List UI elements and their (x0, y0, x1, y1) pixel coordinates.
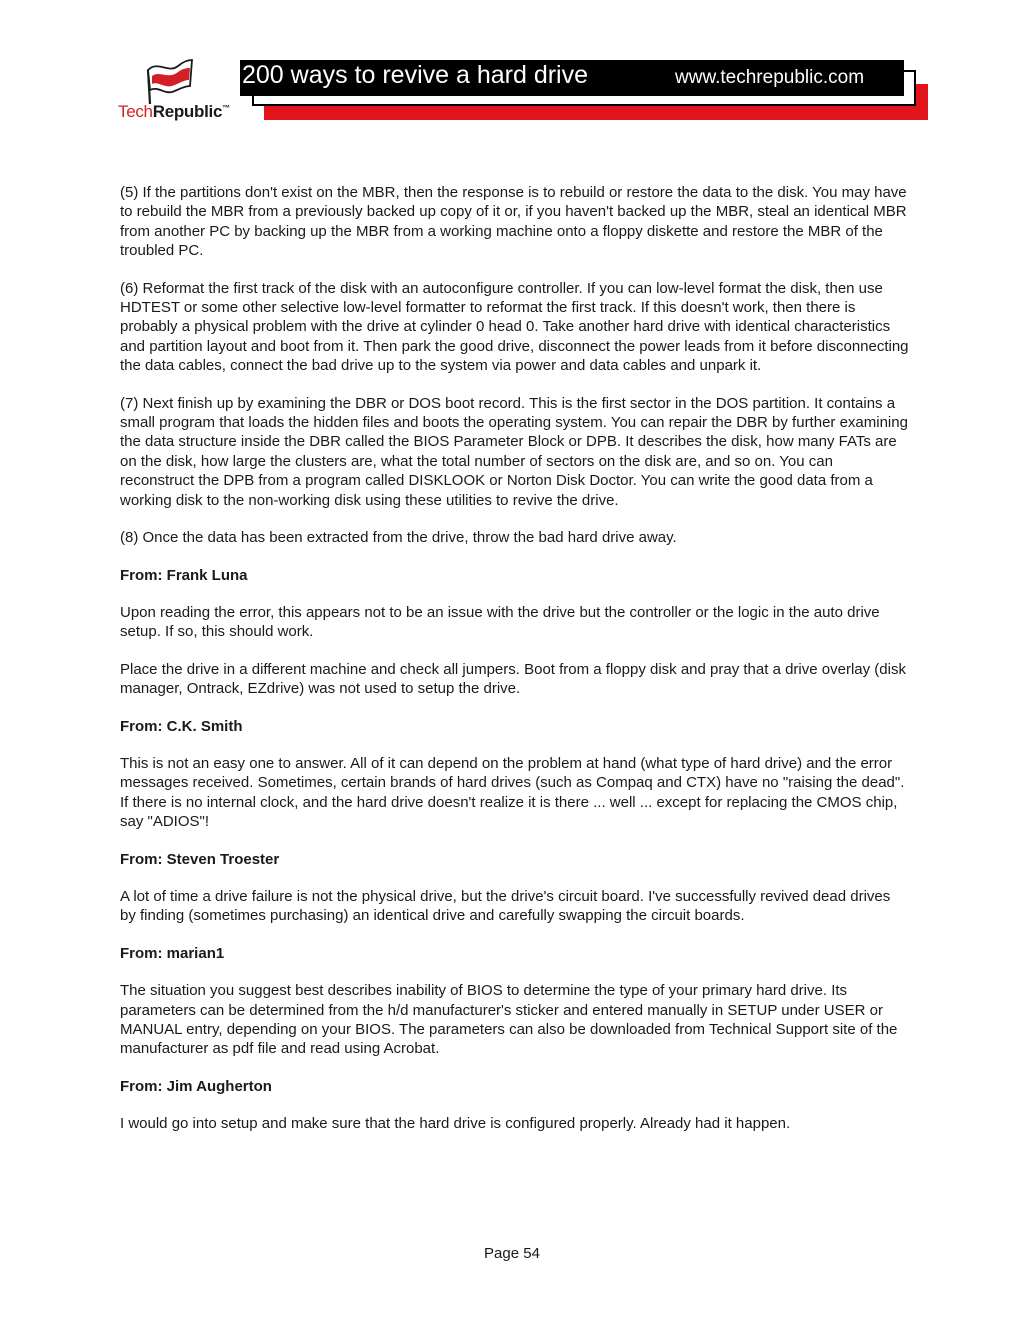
paragraph: Upon reading the error, this appears not to be an issue with the drive but the controller or the logic in the auto drive setup. If so, this should work. (120, 603, 880, 641)
logo-republic-text: Republic (152, 102, 223, 121)
site-url: www.techrepublic.com (675, 67, 865, 88)
author-heading: From: Frank Luna (120, 566, 248, 584)
paragraph: This is not an easy one to answer. All of it can depend on the problem at hand (what type of hard drive) and the error messages received. Sometimes, certain brands of hard drives (such as Compaq and CTX) have no "raising the dead". If there is no internal clock, and the hard drive doesn't realize it is there ... well ... except for replacing the CMOS chip, say "ADIOS"! (120, 754, 905, 831)
techrepublic-logo (114, 54, 244, 124)
paragraph: Place the drive in a different machine and check all jumpers. Boot from a floppy disk and pray that a drive overlay (disk manager, Ontrack, EZdrive) was not used to setup the drive. (120, 660, 906, 698)
paragraph: The situation you suggest best describes inability of BIOS to determine the type of your primary hard drive. Its parameters can be determined from the h/d manufacturer's sticker and entered manually in SETUP under USER or MANUAL entry, depending on your BIOS. The parameters can also be downloaded from Technical Support site of the manufacturer as pdf file and read using Acrobat. (120, 982, 898, 1058)
paragraph: (7) Next finish up by examining the DBR or DOS boot record. This is the first sector in the DOS partition. It contains a small program that loads the hidden files and boots the operating system. You can repair the DBR by further examining the data structure inside the DBR called the BIOS Parameter Block or DPB. It describes the disk, how many FATs are on the disk, how large the clusters are, what the total number of sectors on the disk are, and so on. You can reconstruct the DPB from a program called DISKLOOK or Norton Disk Doctor. You can write the good data from a working disk to the non-working disk using these utilities to revive the drive. (120, 394, 908, 509)
document-title: 200 ways to revive a hard drive (242, 61, 589, 89)
paragraph: (5) If the partitions don't exist on the MBR, then the response is to rebuild or restore the data to the disk. You may have to rebuild the MBR from a previously backed up copy of it or, if you haven't backed up the MBR, steal an identical MBR from another PC by backing up the MBR from a working machine onto a floppy diskette and restore the MBR of the troubled PC. (120, 184, 907, 260)
author-heading: From: marian1 (120, 944, 225, 962)
page-number: Page 54 (484, 1245, 540, 1262)
paragraph: (6) Reformat the first track of the disk with an autoconfigure controller. If you can low-level format the disk, then use HDTEST or some other selective low-level formatter to reformat the first track. If this doesn't work, then there is probably a physical problem with the drive at cylinder 0 head 0. Take another hard drive with identical characteristics and partition layout and boot from it. Then park the good drive, disconnect the power leads from it before disconnecting the data cables, connect the bad drive up to the system via power and data cables and unpark it. (120, 279, 909, 375)
paragraph: (8) Once the data has been extracted from the drive, throw the bad hard drive away. (120, 529, 677, 547)
author-heading: From: Jim Augherton (120, 1077, 272, 1095)
flag-icon (144, 56, 214, 106)
logo-tech-text: Tech (118, 102, 153, 121)
logo-wordmark (118, 102, 230, 122)
document-body (120, 183, 910, 1152)
author-heading: From: Steven Troester (120, 850, 280, 868)
paragraph: A lot of time a drive failure is not the physical drive, but the drive's circuit board. I've successfully revived dead drives by finding (sometimes purchasing) an identical drive and carefully swapping the circuit boards. (120, 887, 891, 925)
logo-trademark: ™ (222, 103, 230, 113)
author-heading: From: C.K. Smith (120, 717, 243, 735)
paragraph: I would go into setup and make sure that the hard drive is configured properly. Already had it happen. (120, 1115, 791, 1133)
